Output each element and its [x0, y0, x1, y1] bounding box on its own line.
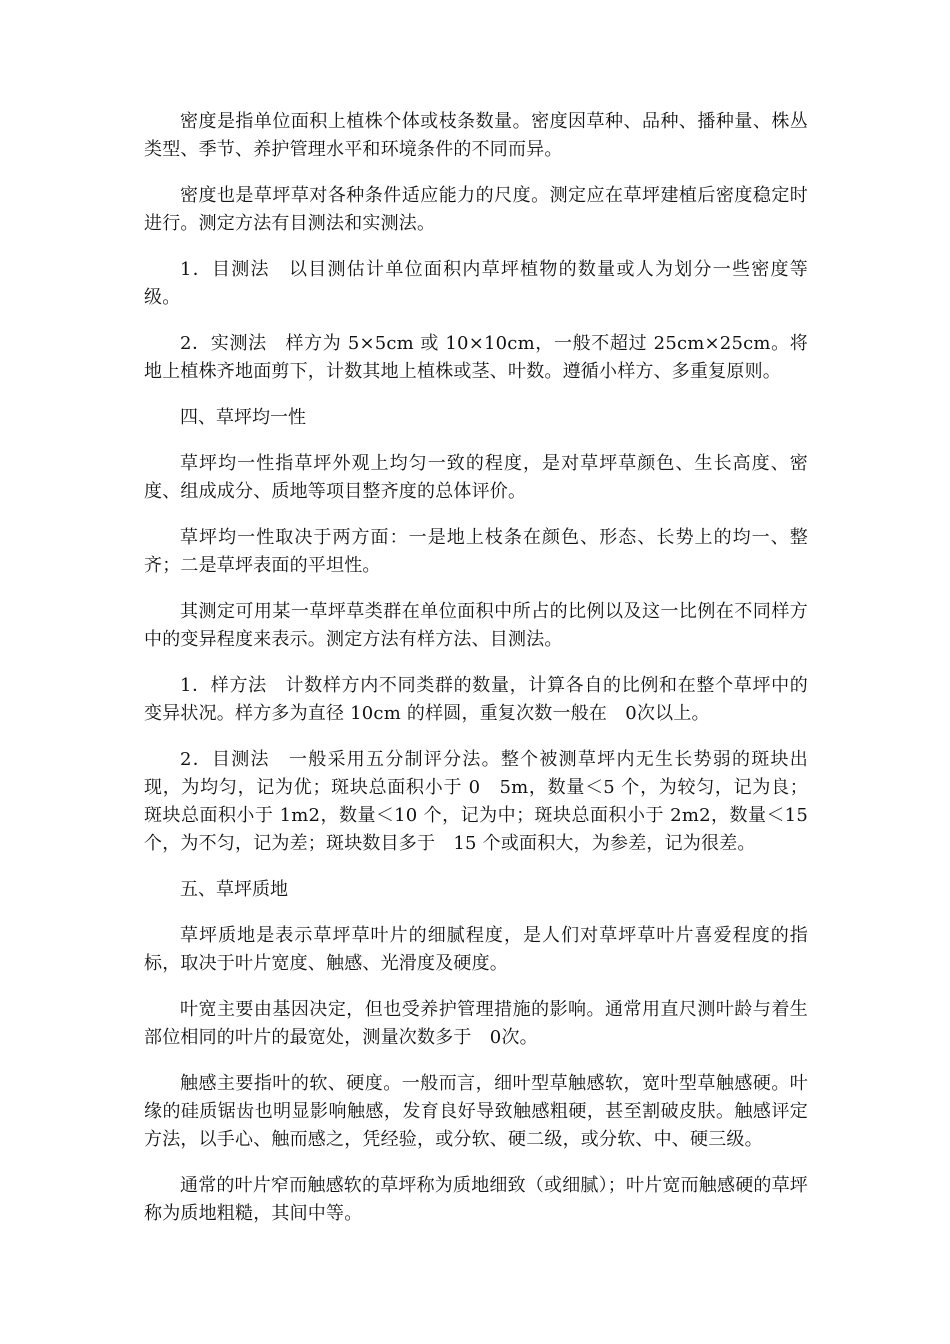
heading-texture: 五、草坪质地: [180, 879, 288, 900]
paragraph-density-definition: 密度是指单位面积上植株个体或枝条数量。密度因草种、品种、播种量、株丛类型、季节、养护管理水平和环境条件的不同而异。: [144, 111, 808, 160]
paragraph-texture-classification: 通常的叶片窄而触感软的草坪称为质地细致（或细腻）；叶片宽而触感硬的草坪称为质地粗糙，其间中等。: [144, 1175, 808, 1224]
document-page: [144, 108, 808, 1246]
paragraph-visual-scoring: 2．目测法 一般采用五分制评分法。整个被测草坪内无生长势弱的斑块出现，为均匀，记为优；斑块总面积小于 0 5m，数量＜5 个，为较匀，记为良；斑块总面积小于 1m2，数量＜10 个，记为中；斑块总面积小于 2m2，数量＜15 个，为不匀，记为差；斑块数目多于 15 个或面积大，为参差，记为很差。: [144, 749, 808, 854]
paragraph-actual-method: 2．实测法 样方为 5×5cm 或 10×10cm，一般不超过 25cm×25cm。将地上植株齐地面剪下，计数其地上植株或茎、叶数。遵循小样方、多重复原则。: [144, 333, 808, 382]
paragraph-density-measurement: 密度也是草坪草对各种条件适应能力的尺度。测定应在草坪建植后密度稳定时进行。测定方法有目测法和实测法。: [144, 185, 808, 234]
paragraph-texture-definition: 草坪质地是表示草坪草叶片的细腻程度，是人们对草坪草叶片喜爱程度的指标，取决于叶片宽度、触感、光滑度及硬度。: [144, 925, 808, 974]
paragraph-visual-method: 1．目测法 以目测估计单位面积内草坪植物的数量或人为划分一些密度等级。: [144, 259, 808, 308]
paragraph-touch-feel: 触感主要指叶的软、硬度。一般而言，细叶型草触感软，宽叶型草触感硬。叶缘的硅质锯齿也明显影响触感，发育良好导致触感粗硬，甚至割破皮肤。触感评定方法，以手心、触而感之，凭经验，或分软、硬二级，或分软、中、硬三级。: [144, 1073, 808, 1150]
paragraph-uniformity-measurement: 其测定可用某一草坪草类群在单位面积中所占的比例以及这一比例在不同样方中的变异程度来表示。测定方法有样方法、目测法。: [144, 601, 808, 650]
paragraph-leaf-width: 叶宽主要由基因决定，但也受养护管理措施的影响。通常用直尺测叶龄与着生部位相同的叶片的最宽处，测量次数多于 0次。: [144, 999, 808, 1048]
paragraph-uniformity-definition: 草坪均一性指草坪外观上均匀一致的程度，是对草坪草颜色、生长高度、密度、组成成分、质地等项目整齐度的总体评价。: [144, 453, 808, 502]
paragraph-quadrat-method: 1．样方法 计数样方内不同类群的数量，计算各自的比例和在整个草坪中的变异状况。样方多为直径 10cm 的样圆，重复次数一般在 0次以上。: [144, 675, 808, 724]
paragraph-uniformity-factors: 草坪均一性取决于两方面：一是地上枝条在颜色、形态、长势上的均一、整齐；二是草坪表面的平坦性。: [144, 527, 808, 576]
heading-uniformity: 四、草坪均一性: [180, 407, 306, 428]
